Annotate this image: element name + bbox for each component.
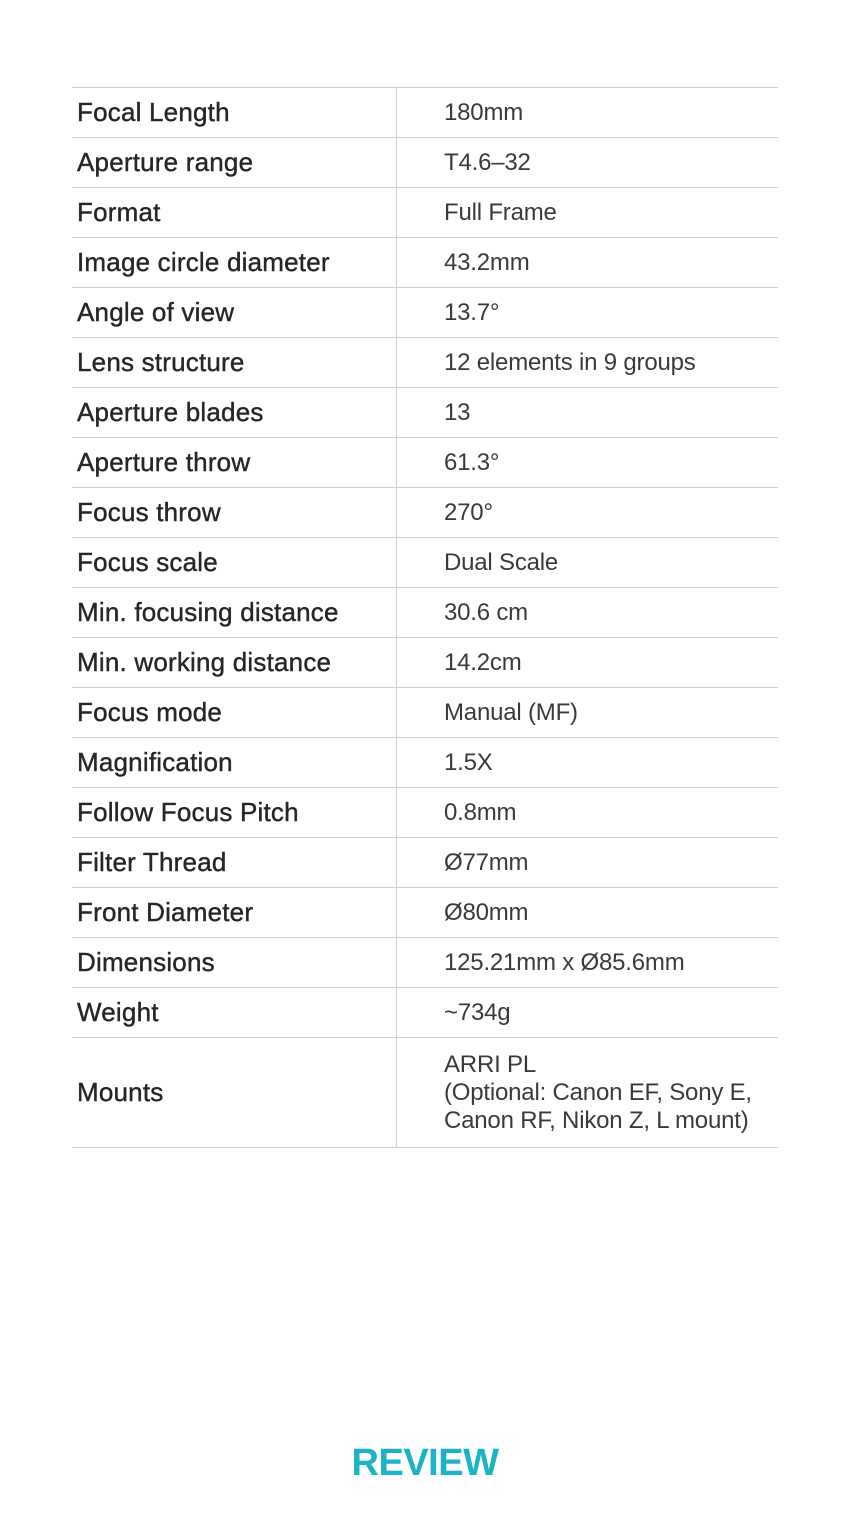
spec-value: ~734g <box>444 998 511 1026</box>
spec-value: 1.5X <box>444 748 493 776</box>
spec-label: Mounts <box>72 1038 397 1147</box>
spec-value: 61.3° <box>444 448 500 476</box>
spec-value <box>397 1038 778 1147</box>
spec-label: Dimensions <box>72 938 397 987</box>
spec-row-weight <box>72 988 778 1038</box>
spec-label: Focal Length <box>72 88 397 137</box>
spec-row-lens-structure <box>72 338 778 388</box>
spec-row-front-diameter <box>72 888 778 938</box>
spec-label: Lens structure <box>72 338 397 387</box>
spec-row-focus-mode <box>72 688 778 738</box>
spec-value: Ø80mm <box>444 898 529 926</box>
spec-row-magnification <box>72 738 778 788</box>
spec-row-format <box>72 188 778 238</box>
spec-row-focus-scale <box>72 538 778 588</box>
spec-row-mounts <box>72 1038 778 1148</box>
spec-value: Ø77mm <box>444 848 529 876</box>
spec-value: 12 elements in 9 groups <box>444 348 696 376</box>
spec-row-focus-throw <box>72 488 778 538</box>
mount-line: (Optional: Canon EF, Sony E, <box>444 1078 752 1106</box>
review-heading: REVIEW <box>351 1442 499 1484</box>
spec-value: 13.7° <box>444 298 500 326</box>
spec-label: Aperture blades <box>72 388 397 437</box>
spec-row-aperture-range <box>72 138 778 188</box>
spec-row-angle-of-view <box>72 288 778 338</box>
spec-row-follow-focus-pitch <box>72 788 778 838</box>
spec-row-aperture-blades <box>72 388 778 438</box>
spec-row-aperture-throw <box>72 438 778 488</box>
spec-label: Aperture throw <box>72 438 397 487</box>
spec-row-focal-length <box>72 88 778 138</box>
spec-value: 14.2cm <box>444 648 522 676</box>
spec-value: 30.6 cm <box>444 598 528 626</box>
spec-label: Filter Thread <box>72 838 397 887</box>
spec-label: Follow Focus Pitch <box>72 788 397 837</box>
spec-label: Focus scale <box>72 538 397 587</box>
spec-label: Angle of view <box>72 288 397 337</box>
spec-value: 270° <box>444 498 493 526</box>
spec-value: Full Frame <box>444 198 557 226</box>
spec-row-image-circle <box>72 238 778 288</box>
spec-label: Focus throw <box>72 488 397 537</box>
spec-value: 43.2mm <box>444 248 530 276</box>
spec-label: Format <box>72 188 397 237</box>
mount-line: ARRI PL <box>444 1050 536 1078</box>
spec-row-min-working-distance <box>72 638 778 688</box>
mount-lines <box>444 1051 752 1135</box>
spec-value: T4.6–32 <box>444 148 531 176</box>
spec-label: Front Diameter <box>72 888 397 937</box>
spec-row-dimensions <box>72 938 778 988</box>
spec-value: Manual (MF) <box>444 698 578 726</box>
spec-value: 125.21mm x Ø85.6mm <box>444 948 685 976</box>
spec-label: Focus mode <box>72 688 397 737</box>
spec-label: Magnification <box>72 738 397 787</box>
spec-value: 180mm <box>444 98 524 126</box>
spec-value: 13 <box>444 398 471 426</box>
spec-table <box>72 87 778 1148</box>
spec-value: 0.8mm <box>444 798 517 826</box>
mount-line: Canon RF, Nikon Z, L mount) <box>444 1106 749 1134</box>
spec-label: Aperture range <box>72 138 397 187</box>
spec-label: Weight <box>72 988 397 1037</box>
spec-value: Dual Scale <box>444 548 559 576</box>
spec-row-filter-thread <box>72 838 778 888</box>
spec-label: Min. working distance <box>72 638 397 687</box>
spec-label: Min. focusing distance <box>72 588 397 637</box>
spec-row-min-focusing-distance <box>72 588 778 638</box>
spec-label: Image circle diameter <box>72 238 397 287</box>
